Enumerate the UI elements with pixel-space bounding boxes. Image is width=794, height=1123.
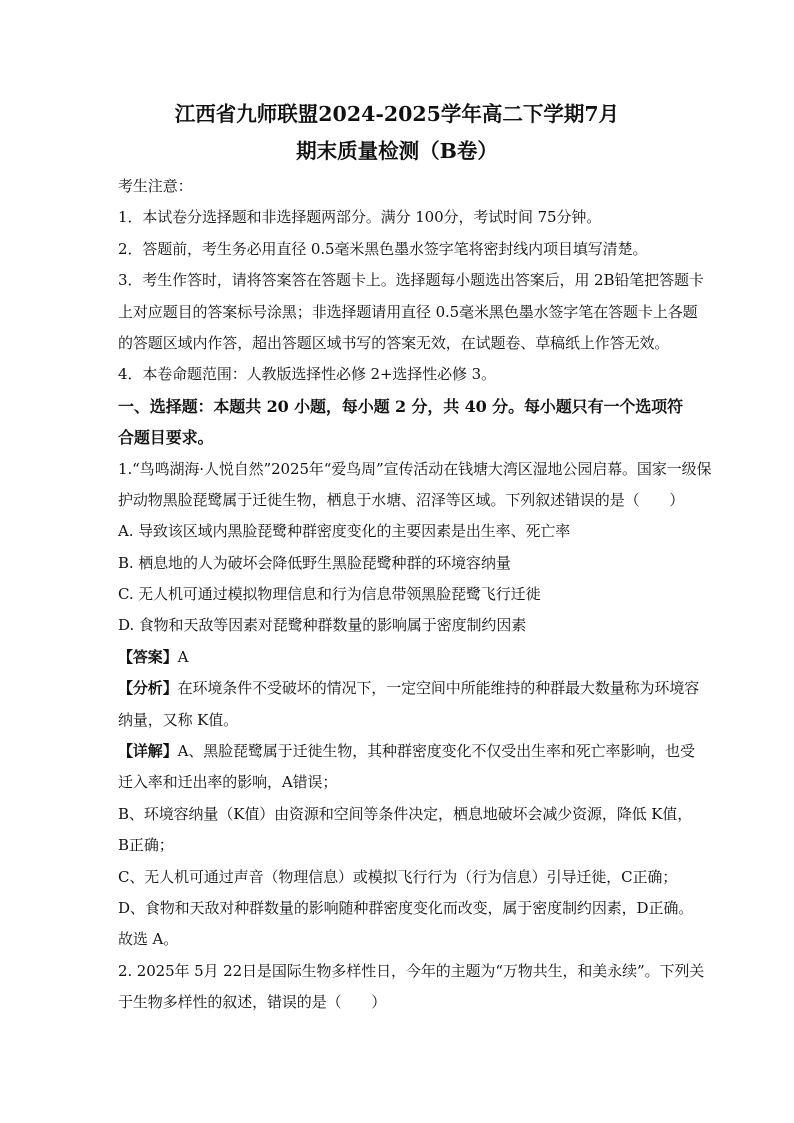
question-1-option-b: B. 栖息地的人为破坏会降低野生黑脸琵鹭种群的环境容纳量 — [118, 553, 511, 572]
analysis-text-1: 在环境条件不受破坏的情况下，一定空间中所能维持的种群最大数量称为环境容 — [177, 679, 700, 698]
question-1-detail-line-3: B、环境容纳量（K值）由资源和空间等条件决定，栖息地破坏会减少资源，降低 K值， — [118, 804, 693, 823]
question-1-detail-line-5: C、无人机可通过声音（物理信息）或模拟飞行行为（行为信息）引导迁徙，C正确； — [118, 867, 678, 886]
document-body — [118, 171, 712, 1019]
question-1-stem-line-1: 1.“鸟鸣湖海·人悦自然”2025年“爱鸟周”宣传活动在钱塘大湾区湿地公园启幕。国家一级保 — [118, 459, 712, 478]
answer-tag: 【答案】 — [118, 647, 178, 666]
page-title-line-1: 江西省九师联盟2024-2025学年高二下学期7月 — [174, 102, 620, 126]
question-1-option-a: A. 导致该区域内黑脸琵鹭种群密度变化的主要因素是出生率、死亡率 — [118, 522, 571, 541]
question-1-conclusion: 故选 A。 — [118, 930, 179, 949]
detail-tag: 【详解】 — [118, 742, 178, 761]
answer-value: A — [177, 647, 189, 666]
question-1-analysis-line-2: 纳量，又称 K值。 — [118, 710, 239, 729]
section-heading-line-2: 合题目要求。 — [118, 428, 214, 448]
notice-heading: 考生注意： — [118, 177, 193, 195]
analysis-tag: 【分析】 — [118, 679, 178, 698]
question-1-option-c: C. 无人机可通过模拟物理信息和行为信息带领黑脸琵鹭飞行迁徙 — [118, 585, 541, 604]
notice-item-3-line-3: 的答题区域内作答，超出答题区域书写的答案无效，在试题卷、草稿纸上作答无效。 — [118, 333, 670, 352]
question-1-analysis-line-1 — [118, 673, 700, 704]
notice-item-1: 1．本试卷分选择题和非选择题两部分。满分 100分，考试时间 75分钟。 — [118, 208, 602, 227]
question-2-stem-line-1: 2. 2025年 5月 22日是国际生物多样性日，今年的主题为“万物共生，和美永续”。下列关 — [118, 961, 705, 980]
notice-item-2: 2．答题前，考生务必用直径 0.5毫米黑色墨水签字笔将密封线内项目填写清楚。 — [118, 239, 648, 258]
question-1-detail-line-4: B正确； — [118, 836, 174, 855]
question-1-detail-line-1 — [118, 736, 695, 767]
notice-item-3-line-1: 3．考生作答时，请将答案答在答题卡上。选择题每小题选出答案后，用 2B铅笔把答题卡 — [118, 271, 704, 290]
question-1-answer — [118, 642, 676, 673]
question-2-stem-line-2: 于生物多样性的叙述，错误的是（ ） — [118, 993, 387, 1012]
question-1-stem-line-2: 护动物黑脸琵鹭属于迁徙生物，栖息于水塘、沼泽等区域。下列叙述错误的是（ ） — [118, 490, 685, 509]
notice-item-4: 4．本卷命题范围：人教版选择性必修 2+选择性必修 3。 — [118, 365, 496, 384]
section-heading-line-1: 一、选择题：本题共 20 小题，每小题 2 分，共 40 分。每小题只有一个选项符 — [118, 396, 683, 416]
detail-text-1: A、黑脸琵鹭属于迁徙生物，其种群密度变化不仅受出生率和死亡率影响，也受 — [177, 742, 695, 761]
question-1-option-d: D. 食物和天敌等因素对琵鹭种群数量的影响属于密度制约因素 — [118, 616, 527, 635]
page-title-line-2: 期末质量检测（B卷） — [296, 139, 498, 163]
notice-item-3-line-2: 上对应题目的答案标号涂黑；非选择题请用直径 0.5毫米黑色墨水签字笔在答题卡上各题 — [118, 302, 698, 321]
question-1-detail-line-2: 迁入率和迁出率的影响，A错误； — [118, 773, 338, 792]
question-1-detail-line-6: D、食物和天敌对种群数量的影响随种群密度变化而改变，属于密度制约因素，D正确。 — [118, 898, 694, 917]
